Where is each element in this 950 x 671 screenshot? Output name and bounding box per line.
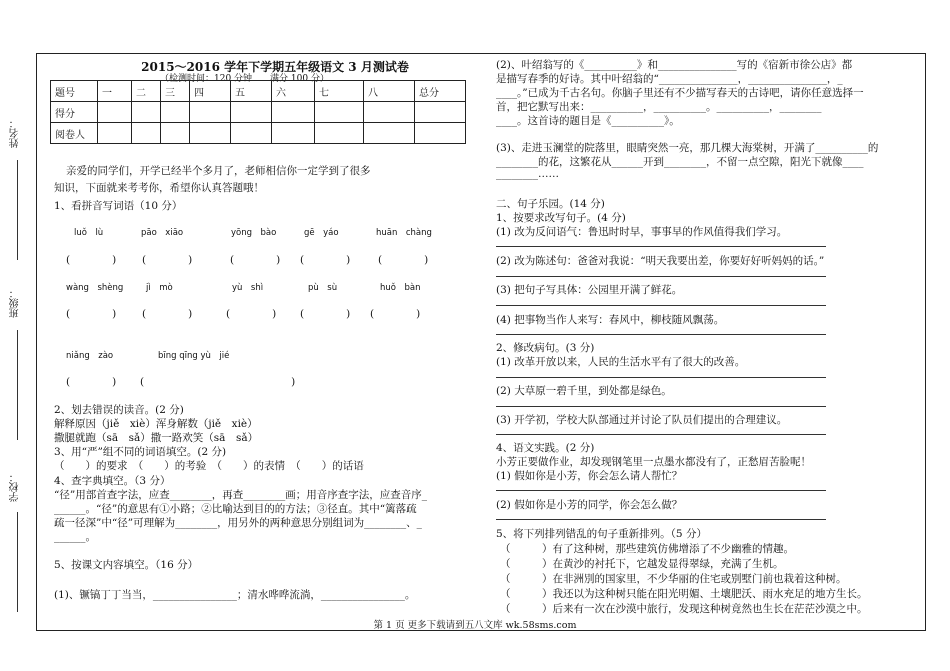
- s2-q1-b: (2) 改为陈述句：爸爸对我说：“明天我要出差，你要好好听妈妈的话。”: [496, 255, 825, 267]
- pinyin: niǎng zào: [66, 351, 114, 361]
- answer-line[interactable]: [496, 519, 826, 520]
- answer-line[interactable]: [496, 276, 826, 277]
- answer-parens[interactable]: ( ): [142, 254, 193, 266]
- pinyin: gē yáo: [304, 228, 339, 238]
- list-item: （ ）有了这种树，那些建筑仿佛增添了不少幽雅的情趣。: [500, 543, 794, 555]
- q5-line-c2: ________的花，这繁花从______开到________，不留一点空隙，阳光下就像____: [496, 156, 864, 168]
- score-input-cell[interactable]: [190, 102, 231, 123]
- answer-line[interactable]: [496, 305, 826, 306]
- answer-line[interactable]: [496, 406, 826, 407]
- list-item: （ ）在非洲別的国家里，不少华丽的住宅或别墅门前也栽着这种树。: [500, 573, 847, 585]
- list-item: （ ）在黄沙的衬托下，它越发显得翠绿，充满了生机。: [500, 558, 784, 570]
- answer-parens[interactable]: ( ): [66, 254, 117, 266]
- answer-parens[interactable]: ( ): [66, 376, 117, 388]
- s2-q4-heading: 4、语文实践。(2 分): [496, 442, 595, 454]
- section2-heading: 二、句子乐园。(14 分): [496, 198, 605, 210]
- s2-q2-heading: 2、修改病句。(3 分): [496, 342, 595, 354]
- pinyin: huǒ bàn: [380, 283, 421, 293]
- table-cell: 一: [98, 81, 132, 102]
- answer-line[interactable]: [496, 377, 826, 378]
- q2-heading: 2、划去错误的读音。(2 分): [54, 404, 184, 416]
- page-subtitle: （检测时间：120 分钟 满分 100 分）: [160, 74, 329, 84]
- grader-input-cell[interactable]: [272, 123, 315, 144]
- score-input-cell[interactable]: [161, 102, 190, 123]
- name-line: [17, 160, 18, 260]
- q2-line-a: 解释原因（jiě xiè）浑身解数（jiě xiè）: [54, 418, 258, 430]
- table-cell: 六: [272, 81, 315, 102]
- score-input-cell[interactable]: [98, 102, 132, 123]
- score-input-cell[interactable]: [315, 102, 364, 123]
- school-label: 学校：: [10, 472, 21, 502]
- pinyin: bīng qīng yù jié: [158, 351, 230, 361]
- name-label: 姓名：: [10, 118, 21, 148]
- q4-line-b: ______。“径”的意思有①小路；②比喻达到目的的方法；③径直。其中“篱落疏: [54, 503, 417, 515]
- s2-q1-heading: 1、按要求改写句子。(4 分): [496, 212, 626, 224]
- table-cell: 三: [161, 81, 190, 102]
- table-row: [51, 81, 466, 102]
- pinyin: yōng bào: [231, 228, 277, 238]
- page-title: 2015～2016 学年下学期五年级语文 3 月测试卷: [141, 60, 409, 74]
- table-cell: 得分: [51, 102, 98, 123]
- grader-input-cell[interactable]: [98, 123, 132, 144]
- s2-q4-c: (2) 假如你是小芳的同学，你会怎么做？: [496, 499, 683, 511]
- q5-line-c1: (3)、走进玉澜堂的院落里，眼睛突然一亮，那几棵大海棠树，开满了__________的: [496, 142, 879, 154]
- table-cell: 四: [190, 81, 231, 102]
- score-input-cell[interactable]: [231, 102, 272, 123]
- q5-line-b5: ____。这首诗的题目是《__________》。: [496, 115, 680, 127]
- intro-line-2: 知识，下面就来考考你，希望你认真答题哦！: [54, 182, 264, 194]
- table-cell: 七: [315, 81, 364, 102]
- s2-q5-heading: 5、将下列排列错乱的句子重新排列。（5 分）: [496, 528, 707, 540]
- score-input-cell[interactable]: [415, 102, 466, 123]
- pinyin: luǒ lù: [74, 228, 104, 238]
- q5-line-b2: 是描写春季的好诗。其中叶绍翁的“_______________，_______________，_: [496, 73, 843, 85]
- table-cell: 总分: [415, 81, 466, 102]
- answer-parens-long[interactable]: ( ): [140, 376, 296, 388]
- answer-parens[interactable]: ( ): [370, 308, 421, 320]
- class-line: [17, 330, 18, 440]
- q4-heading: 4、查字典填空。（3 分）: [54, 475, 171, 487]
- answer-parens[interactable]: ( ): [142, 308, 193, 320]
- grader-input-cell[interactable]: [315, 123, 364, 144]
- s2-q4-a: 小芳正要做作业，却发现钢笔里一点墨水都没有了，正愁眉苦脸呢！: [496, 456, 811, 468]
- s2-q4-b: (1) 假如你是小芳，你会怎么请人帮忙？: [496, 470, 683, 482]
- s2-q2-b: (2) 大草原一碧千里，到处都是绿色。: [496, 385, 672, 397]
- score-input-cell[interactable]: [132, 102, 161, 123]
- grader-input-cell[interactable]: [190, 123, 231, 144]
- q5-line-b3: ____。”已成为千古名句。你脑子里还有不少描写春天的古诗吧，请你任意选择一: [496, 87, 864, 99]
- answer-parens[interactable]: ( ): [230, 254, 281, 266]
- score-input-cell[interactable]: [364, 102, 415, 123]
- answer-parens[interactable]: ( ): [300, 254, 351, 266]
- answer-parens[interactable]: ( ): [66, 308, 117, 320]
- q5-line-b1: (2)、叶绍翁写的《__________》和_______________写的《宿新市徐公店》都: [496, 59, 853, 71]
- q5-heading: 5、按课文内容填空。（16 分）: [54, 559, 199, 571]
- list-item: （ ）我还以为这种树只能在阳光明媚、土壤肥沃、雨水充足的地方生长。: [500, 588, 868, 600]
- grader-input-cell[interactable]: [364, 123, 415, 144]
- pinyin: wàng shèng: [66, 283, 124, 293]
- table-row: [51, 123, 466, 144]
- answer-parens[interactable]: ( ): [300, 308, 351, 320]
- s2-q1-d: (4) 把事物当作人来写：春风中，柳枝随风飘荡。: [496, 314, 725, 326]
- q4-line-a: “径”用部首查字法，应查________，再查________画；用音序查字法，应查音序_: [54, 489, 427, 501]
- q4-line-d: ______。: [54, 531, 96, 543]
- s2-q1-c: (3) 把句子写具体：公园里开满了鲜花。: [496, 284, 683, 296]
- binding-margin: [0, 0, 36, 671]
- pinyin: pāo xiāo: [141, 228, 184, 238]
- pinyin: huān chàng: [376, 228, 432, 238]
- answer-line[interactable]: [496, 246, 826, 247]
- q5-line-c3: ________……: [496, 168, 559, 180]
- pinyin: jì mò: [146, 283, 173, 293]
- q5-line-a: (1)、镢镐丁丁当当，________________；清水哗哗流淌，________________。: [54, 589, 416, 601]
- grader-input-cell[interactable]: [132, 123, 161, 144]
- s2-q1-a: (1) 改为反问语气：鲁迅时时早，事事早的作风值得我们学习。: [496, 226, 788, 238]
- s2-q2-c: (3) 开学初，学校大队部通过并讨论了队员们提出的合理建议。: [496, 414, 788, 426]
- score-input-cell[interactable]: [272, 102, 315, 123]
- intro-line-1: 亲爱的同学们，开学已经半个多月了，老师相信你一定学到了很多: [66, 165, 371, 177]
- school-line: [17, 512, 18, 612]
- class-label: 班级：: [10, 288, 21, 318]
- table-cell: 阅卷人: [51, 123, 98, 144]
- table-row: [51, 102, 466, 123]
- table-cell: 八: [364, 81, 415, 102]
- pinyin: pù sù: [308, 283, 338, 293]
- q4-line-c: 疏一径深”中“径”可理解为________，用另外的两种意思分别组词为________、_: [54, 517, 422, 529]
- answer-line[interactable]: [496, 434, 826, 435]
- pinyin: yù shì: [232, 283, 264, 293]
- q3-line: （ ）的要求 （ ）的考验 （ ）的表情 （ ）的话语: [54, 460, 364, 472]
- table-cell: 二: [132, 81, 161, 102]
- answer-line[interactable]: [496, 490, 826, 491]
- score-table: [50, 80, 466, 144]
- s2-q2-a: (1) 改革开放以来，人民的生活水平有了很大的改善。: [496, 356, 746, 368]
- answer-line[interactable]: [496, 334, 826, 335]
- answer-parens[interactable]: ( ): [226, 308, 277, 320]
- q2-line-b: 撒腿就跑（sā sǎ）撒一路欢笑（sā sǎ）: [54, 432, 259, 444]
- list-item: （ ）后来有一次在沙漠中旅行，发现这种树竟然也生长在茫茫沙漠之中。: [500, 603, 868, 615]
- grader-input-cell[interactable]: [161, 123, 190, 144]
- page-footer: 第 1 页 更多下载请到五八文库 wk.58sms.com: [373, 620, 577, 631]
- q3-heading: 3、用“严”组不同的词语填空。(2 分): [54, 446, 227, 458]
- table-cell: 五: [231, 81, 272, 102]
- answer-parens[interactable]: ( ): [378, 254, 429, 266]
- table-cell: 题号: [51, 81, 98, 102]
- grader-input-cell[interactable]: [415, 123, 466, 144]
- q1-heading: 1、看拼音写词语（10 分）: [54, 200, 183, 212]
- q5-line-b4: 首，把它默写出来：__________，__________。__________，________: [496, 101, 822, 113]
- grader-input-cell[interactable]: [231, 123, 272, 144]
